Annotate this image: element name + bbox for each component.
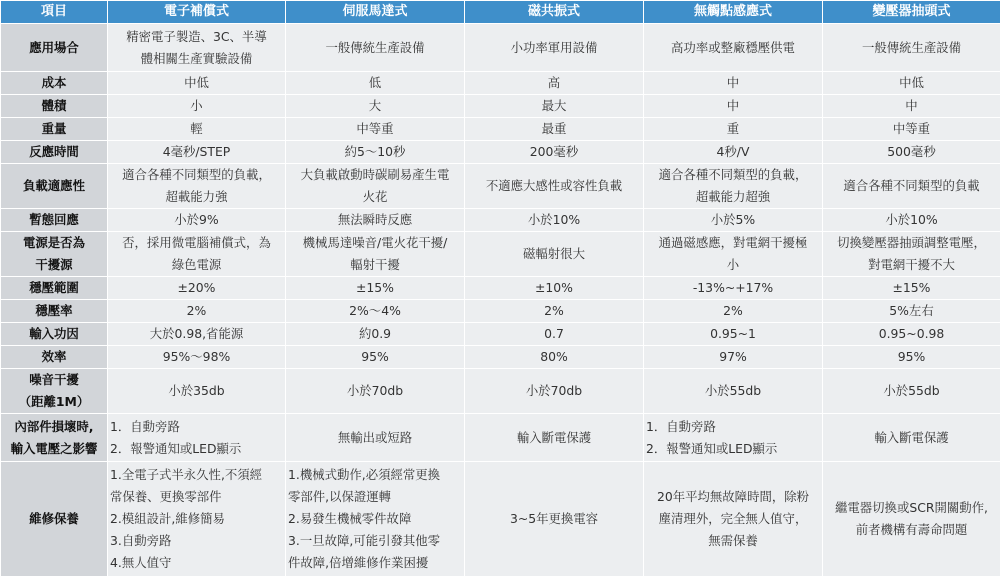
row-label: 暫態回應 bbox=[1, 209, 108, 232]
table-cell: 約0.9 bbox=[286, 323, 465, 346]
table-row bbox=[1, 209, 1000, 232]
table-row bbox=[1, 141, 1000, 164]
row-label: 噪音干擾 （距離1M） bbox=[1, 369, 108, 414]
table-cell: 80% bbox=[465, 346, 644, 369]
table-cell: ±10% bbox=[465, 277, 644, 300]
row-label: 反應時間 bbox=[1, 141, 108, 164]
row-label: 維修保養 bbox=[1, 462, 108, 577]
table-row bbox=[1, 300, 1000, 323]
table-cell: 輸入斷電保護 bbox=[823, 414, 1000, 462]
row-label: 效率 bbox=[1, 346, 108, 369]
table-cell: -13%~+17% bbox=[644, 277, 823, 300]
table-cell: 2%～4% bbox=[286, 300, 465, 323]
table-cell: 500毫秒 bbox=[823, 141, 1000, 164]
table-cell: 0.95~1 bbox=[644, 323, 823, 346]
row-label: 應用場合 bbox=[1, 24, 108, 72]
table-row bbox=[1, 24, 1000, 72]
row-label: 輸入功因 bbox=[1, 323, 108, 346]
table-cell: 95% bbox=[823, 346, 1000, 369]
table-cell: 磁輻射很大 bbox=[465, 232, 644, 277]
table-cell: 1.全電子式半永久性,不須經 常保養、更換零部件 2.模組設計,維修簡易 3.自動旁路 4.無人值守 bbox=[108, 462, 286, 577]
table-cell: 高功率或整廠穩壓供電 bbox=[644, 24, 823, 72]
header-item: 項目 bbox=[1, 1, 108, 24]
row-label: 穩壓率 bbox=[1, 300, 108, 323]
table-cell: 中 bbox=[823, 95, 1000, 118]
table-cell: 機械馬達噪音/電火花干擾/ 輻射干擾 bbox=[286, 232, 465, 277]
row-label: 電源是否為 干擾源 bbox=[1, 232, 108, 277]
row-label: 穩壓範圍 bbox=[1, 277, 108, 300]
table-cell: 小於55db bbox=[823, 369, 1000, 414]
table-cell: 最重 bbox=[465, 118, 644, 141]
table-cell: 小於70db bbox=[286, 369, 465, 414]
table-cell: 最大 bbox=[465, 95, 644, 118]
table-cell: 繼電器切換或SCR開關動作, 前者機構有壽命問題 bbox=[823, 462, 1000, 577]
table-cell: 小於5% bbox=[644, 209, 823, 232]
table-row bbox=[1, 346, 1000, 369]
table-cell: 重 bbox=[644, 118, 823, 141]
row-label: 負載適應性 bbox=[1, 164, 108, 209]
table-cell: 中低 bbox=[823, 72, 1000, 95]
table-cell: 3~5年更換電容 bbox=[465, 462, 644, 577]
table-cell: 不適應大感性或容性負載 bbox=[465, 164, 644, 209]
table-cell: 1.機械式動作,必須經常更換 零部件,以保證運轉 2.易發生機械零件故障 3.一旦故障,可能引發其他零 件故障,倍增維修作業困擾 bbox=[286, 462, 465, 577]
table-cell: 2% bbox=[644, 300, 823, 323]
table-cell: 否，採用微電腦補償式，為 綠色電源 bbox=[108, 232, 286, 277]
table-cell: 5%左右 bbox=[823, 300, 1000, 323]
table-cell: 小於70db bbox=[465, 369, 644, 414]
table-cell: 高 bbox=[465, 72, 644, 95]
table-cell: 約5～10秒 bbox=[286, 141, 465, 164]
table-cell: 小功率軍用設備 bbox=[465, 24, 644, 72]
table-cell: 小於10% bbox=[465, 209, 644, 232]
row-label: 體積 bbox=[1, 95, 108, 118]
table-cell: 4秒/V bbox=[644, 141, 823, 164]
row-label: 內部件損壞時, 輸入電壓之影響 bbox=[1, 414, 108, 462]
header-electronic-compensation: 電子補償式 bbox=[108, 1, 286, 24]
table-cell: 20年平均無故障時間，除粉 塵清理外，完全無人值守， 無需保養 bbox=[644, 462, 823, 577]
table-cell: 適合各種不同類型的負載， 超載能力超強 bbox=[644, 164, 823, 209]
table-row bbox=[1, 95, 1000, 118]
table-row bbox=[1, 369, 1000, 414]
table-cell: ±15% bbox=[823, 277, 1000, 300]
table-cell: 適合各種不同類型的負載 bbox=[823, 164, 1000, 209]
table-row bbox=[1, 232, 1000, 277]
header-row bbox=[1, 1, 1000, 24]
table-cell: 小於9% bbox=[108, 209, 286, 232]
table-cell: 通過磁感應，對電網干擾極 小 bbox=[644, 232, 823, 277]
table-cell: 97% bbox=[644, 346, 823, 369]
table-row bbox=[1, 323, 1000, 346]
table-cell: 95%～98% bbox=[108, 346, 286, 369]
table-row bbox=[1, 164, 1000, 209]
table-cell: 1．自動旁路 2．報警通知或LED顯示 bbox=[644, 414, 823, 462]
table-cell: 中 bbox=[644, 95, 823, 118]
row-label: 成本 bbox=[1, 72, 108, 95]
table-cell: 中低 bbox=[108, 72, 286, 95]
table-cell: 2% bbox=[108, 300, 286, 323]
table-cell: ±15% bbox=[286, 277, 465, 300]
table-cell: 4毫秒/STEP bbox=[108, 141, 286, 164]
table-cell: 中 bbox=[644, 72, 823, 95]
table-cell: 1．自動旁路 2．報警通知或LED顯示 bbox=[108, 414, 286, 462]
table-cell: 適合各種不同類型的負載， 超載能力強 bbox=[108, 164, 286, 209]
header-servo-motor: 伺服馬達式 bbox=[286, 1, 465, 24]
table-cell: 精密電子製造、3C、半導 體相關生產實驗設備 bbox=[108, 24, 286, 72]
table-cell: 小於10% bbox=[823, 209, 1000, 232]
table-cell: 小 bbox=[108, 95, 286, 118]
table-cell: 2% bbox=[465, 300, 644, 323]
table-cell: 一般傳統生產設備 bbox=[823, 24, 1000, 72]
table-cell: 無法瞬時反應 bbox=[286, 209, 465, 232]
table-cell: 小於55db bbox=[644, 369, 823, 414]
table-cell: 0.95~0.98 bbox=[823, 323, 1000, 346]
header-contactless-induction: 無觸點感應式 bbox=[644, 1, 823, 24]
table-cell: 大 bbox=[286, 95, 465, 118]
header-transformer-tap: 變壓器抽頭式 bbox=[823, 1, 1000, 24]
table-cell: 一般傳統生產設備 bbox=[286, 24, 465, 72]
table-cell: 95% bbox=[286, 346, 465, 369]
table-cell: 200毫秒 bbox=[465, 141, 644, 164]
table-row bbox=[1, 414, 1000, 462]
table-cell: ±20% bbox=[108, 277, 286, 300]
table-row bbox=[1, 118, 1000, 141]
table-cell: 中等重 bbox=[286, 118, 465, 141]
table-row bbox=[1, 462, 1000, 577]
row-label: 重量 bbox=[1, 118, 108, 141]
table-cell: 切換變壓器抽頭調整電壓， 對電網干擾不大 bbox=[823, 232, 1000, 277]
table-cell: 大負載啟動時碳刷易產生電 火花 bbox=[286, 164, 465, 209]
table-cell: 輸入斷電保護 bbox=[465, 414, 644, 462]
table-row bbox=[1, 72, 1000, 95]
table-row bbox=[1, 277, 1000, 300]
table-cell: 小於35db bbox=[108, 369, 286, 414]
table-cell: 中等重 bbox=[823, 118, 1000, 141]
header-magnetic-resonance: 磁共振式 bbox=[465, 1, 644, 24]
table-cell: 輕 bbox=[108, 118, 286, 141]
table-cell: 低 bbox=[286, 72, 465, 95]
table-cell: 大於0.98,省能源 bbox=[108, 323, 286, 346]
table-cell: 無輸出或短路 bbox=[286, 414, 465, 462]
table-cell: 0.7 bbox=[465, 323, 644, 346]
